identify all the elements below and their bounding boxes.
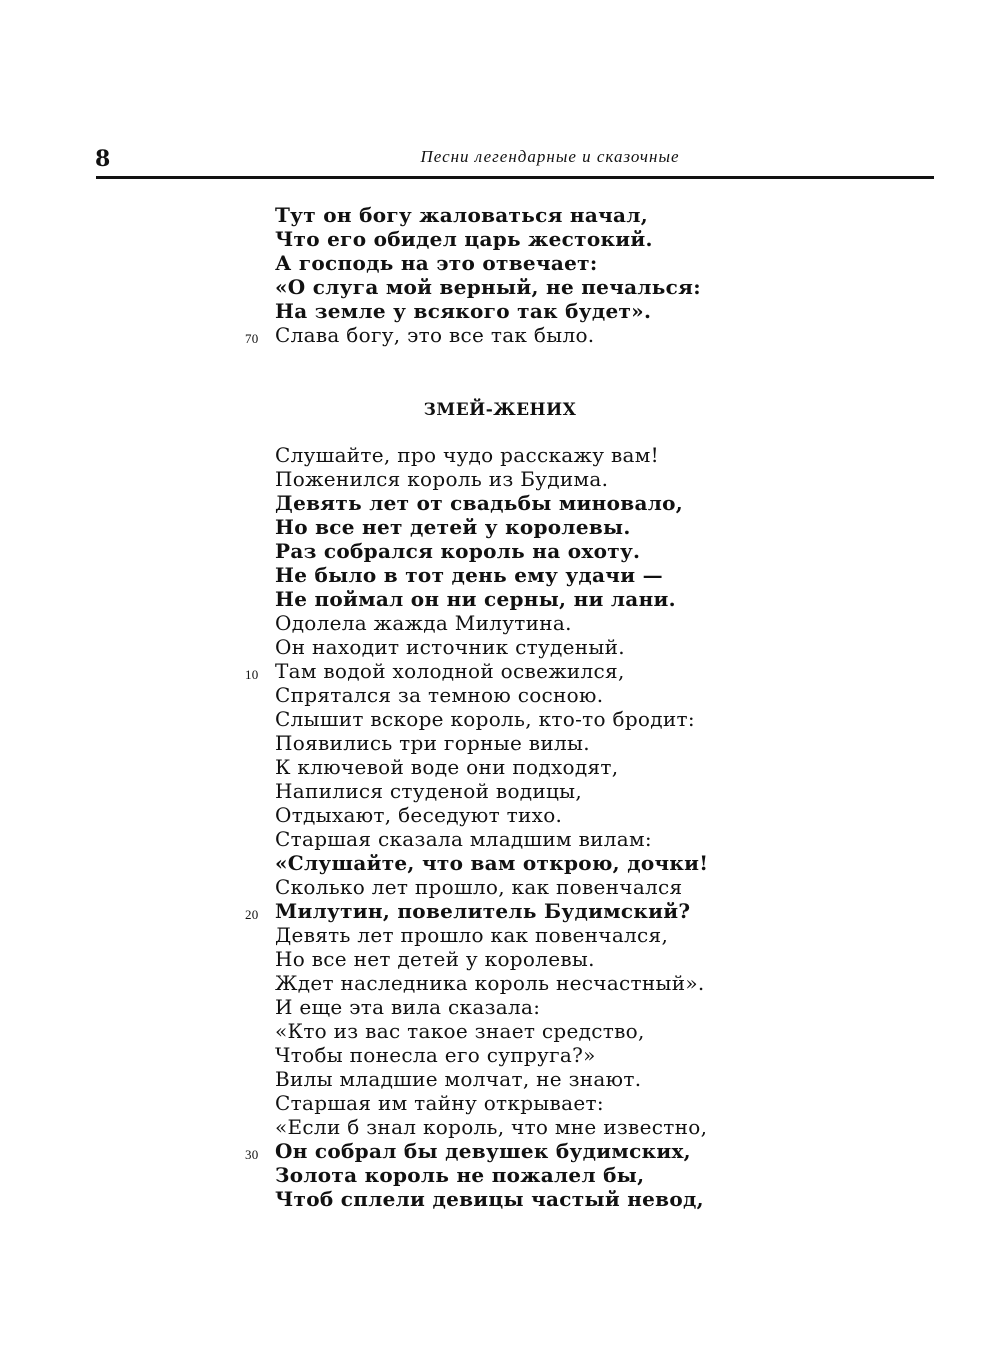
verse-line: На земле у всякого так будет». — [275, 299, 652, 323]
poem-block — [245, 443, 875, 1211]
verse-line — [245, 899, 875, 923]
verse-line: «Если б знал король, что мне известно, — [275, 1115, 708, 1139]
verse-line: К ключевой воде они подходят, — [275, 755, 619, 779]
verse-line: «Слушайте, что вам открою, дочки! — [275, 851, 709, 875]
verse-line: Отдыхают, беседуют тихо. — [275, 803, 563, 827]
verse-line: Девять лет прошло как повенчался, — [275, 923, 669, 947]
verse-line: Золота король не пожалел бы, — [275, 1163, 645, 1187]
verse-line: Чтобы понесла его супруга?» — [275, 1043, 596, 1067]
verse-line: И еще эта вила сказала: — [275, 995, 541, 1019]
verse-line: Он находит источник студеный. — [275, 635, 625, 659]
verse-line: Слушайте, про чудо расскажу вам! — [275, 443, 659, 467]
line-number: 10 — [245, 667, 259, 682]
verse-line — [245, 1139, 875, 1163]
verse-line — [245, 659, 875, 683]
verse-line: Напилися студеной водицы, — [275, 779, 583, 803]
verse-line: Поженился король из Будима. — [275, 467, 609, 491]
verse-line: Чтоб сплели девицы частый невод, — [275, 1187, 704, 1211]
section-title: ЗМЕЙ-ЖЕНИХ — [423, 400, 577, 420]
verse-line: «О слуга мой верный, не печалься: — [275, 275, 701, 299]
verse-line: Одолела жажда Милутина. — [275, 611, 572, 635]
verse-line: Но все нет детей у королевы. — [275, 947, 595, 971]
verse-line — [245, 323, 875, 347]
line-number: 70 — [245, 331, 259, 346]
verse-line: Слышит вскоре король, кто-то бродит: — [275, 707, 695, 731]
verse-line: «Кто из вас такое знает средство, — [275, 1019, 645, 1043]
verse-line: Девять лет от свадьбы миновало, — [275, 491, 684, 515]
verse-line: Сколько лет прошло, как повенчался — [275, 875, 683, 899]
verse-line-text: Там водой холодной освежился, — [275, 659, 625, 683]
running-title: Песни легендарные и сказочные — [420, 147, 680, 166]
verse-line-text: Милутин, повелитель Будимский? — [275, 899, 691, 923]
verse-line: Раз собрался король на охоту. — [275, 539, 641, 563]
verse-line: Не было в тот день ему удачи — — [275, 563, 663, 587]
verse-line: Спрятался за темною сосною. — [275, 683, 604, 707]
header-rule — [96, 176, 934, 179]
verse-line: Ждет наследника король несчастный». — [275, 971, 705, 995]
line-number: 20 — [245, 907, 259, 922]
verse-line-text: Слава богу, это все так было. — [275, 323, 595, 347]
line-number: 30 — [245, 1147, 259, 1162]
verse-line: Старшая сказала младшим вилам: — [275, 827, 652, 851]
page-number: 8 — [95, 146, 111, 172]
verse-line: Не поймал он ни серны, ни лани. — [275, 587, 676, 611]
verse-line: Что его обидел царь жестокий. — [275, 227, 653, 251]
verse-line: Старшая им тайну открывает: — [275, 1091, 604, 1115]
verse-line: Появились три горные вилы. — [275, 731, 590, 755]
verse-line: Вилы младшие молчат, не знают. — [275, 1067, 642, 1091]
verse-line: Но все нет детей у королевы. — [275, 515, 631, 539]
poem-end-block — [245, 203, 875, 347]
verse-line: А господь на это отвечает: — [275, 251, 598, 275]
verse-line: Тут он богу жаловаться начал, — [275, 203, 648, 227]
verse-line-text: Он собрал бы девушек будимских, — [275, 1139, 691, 1163]
